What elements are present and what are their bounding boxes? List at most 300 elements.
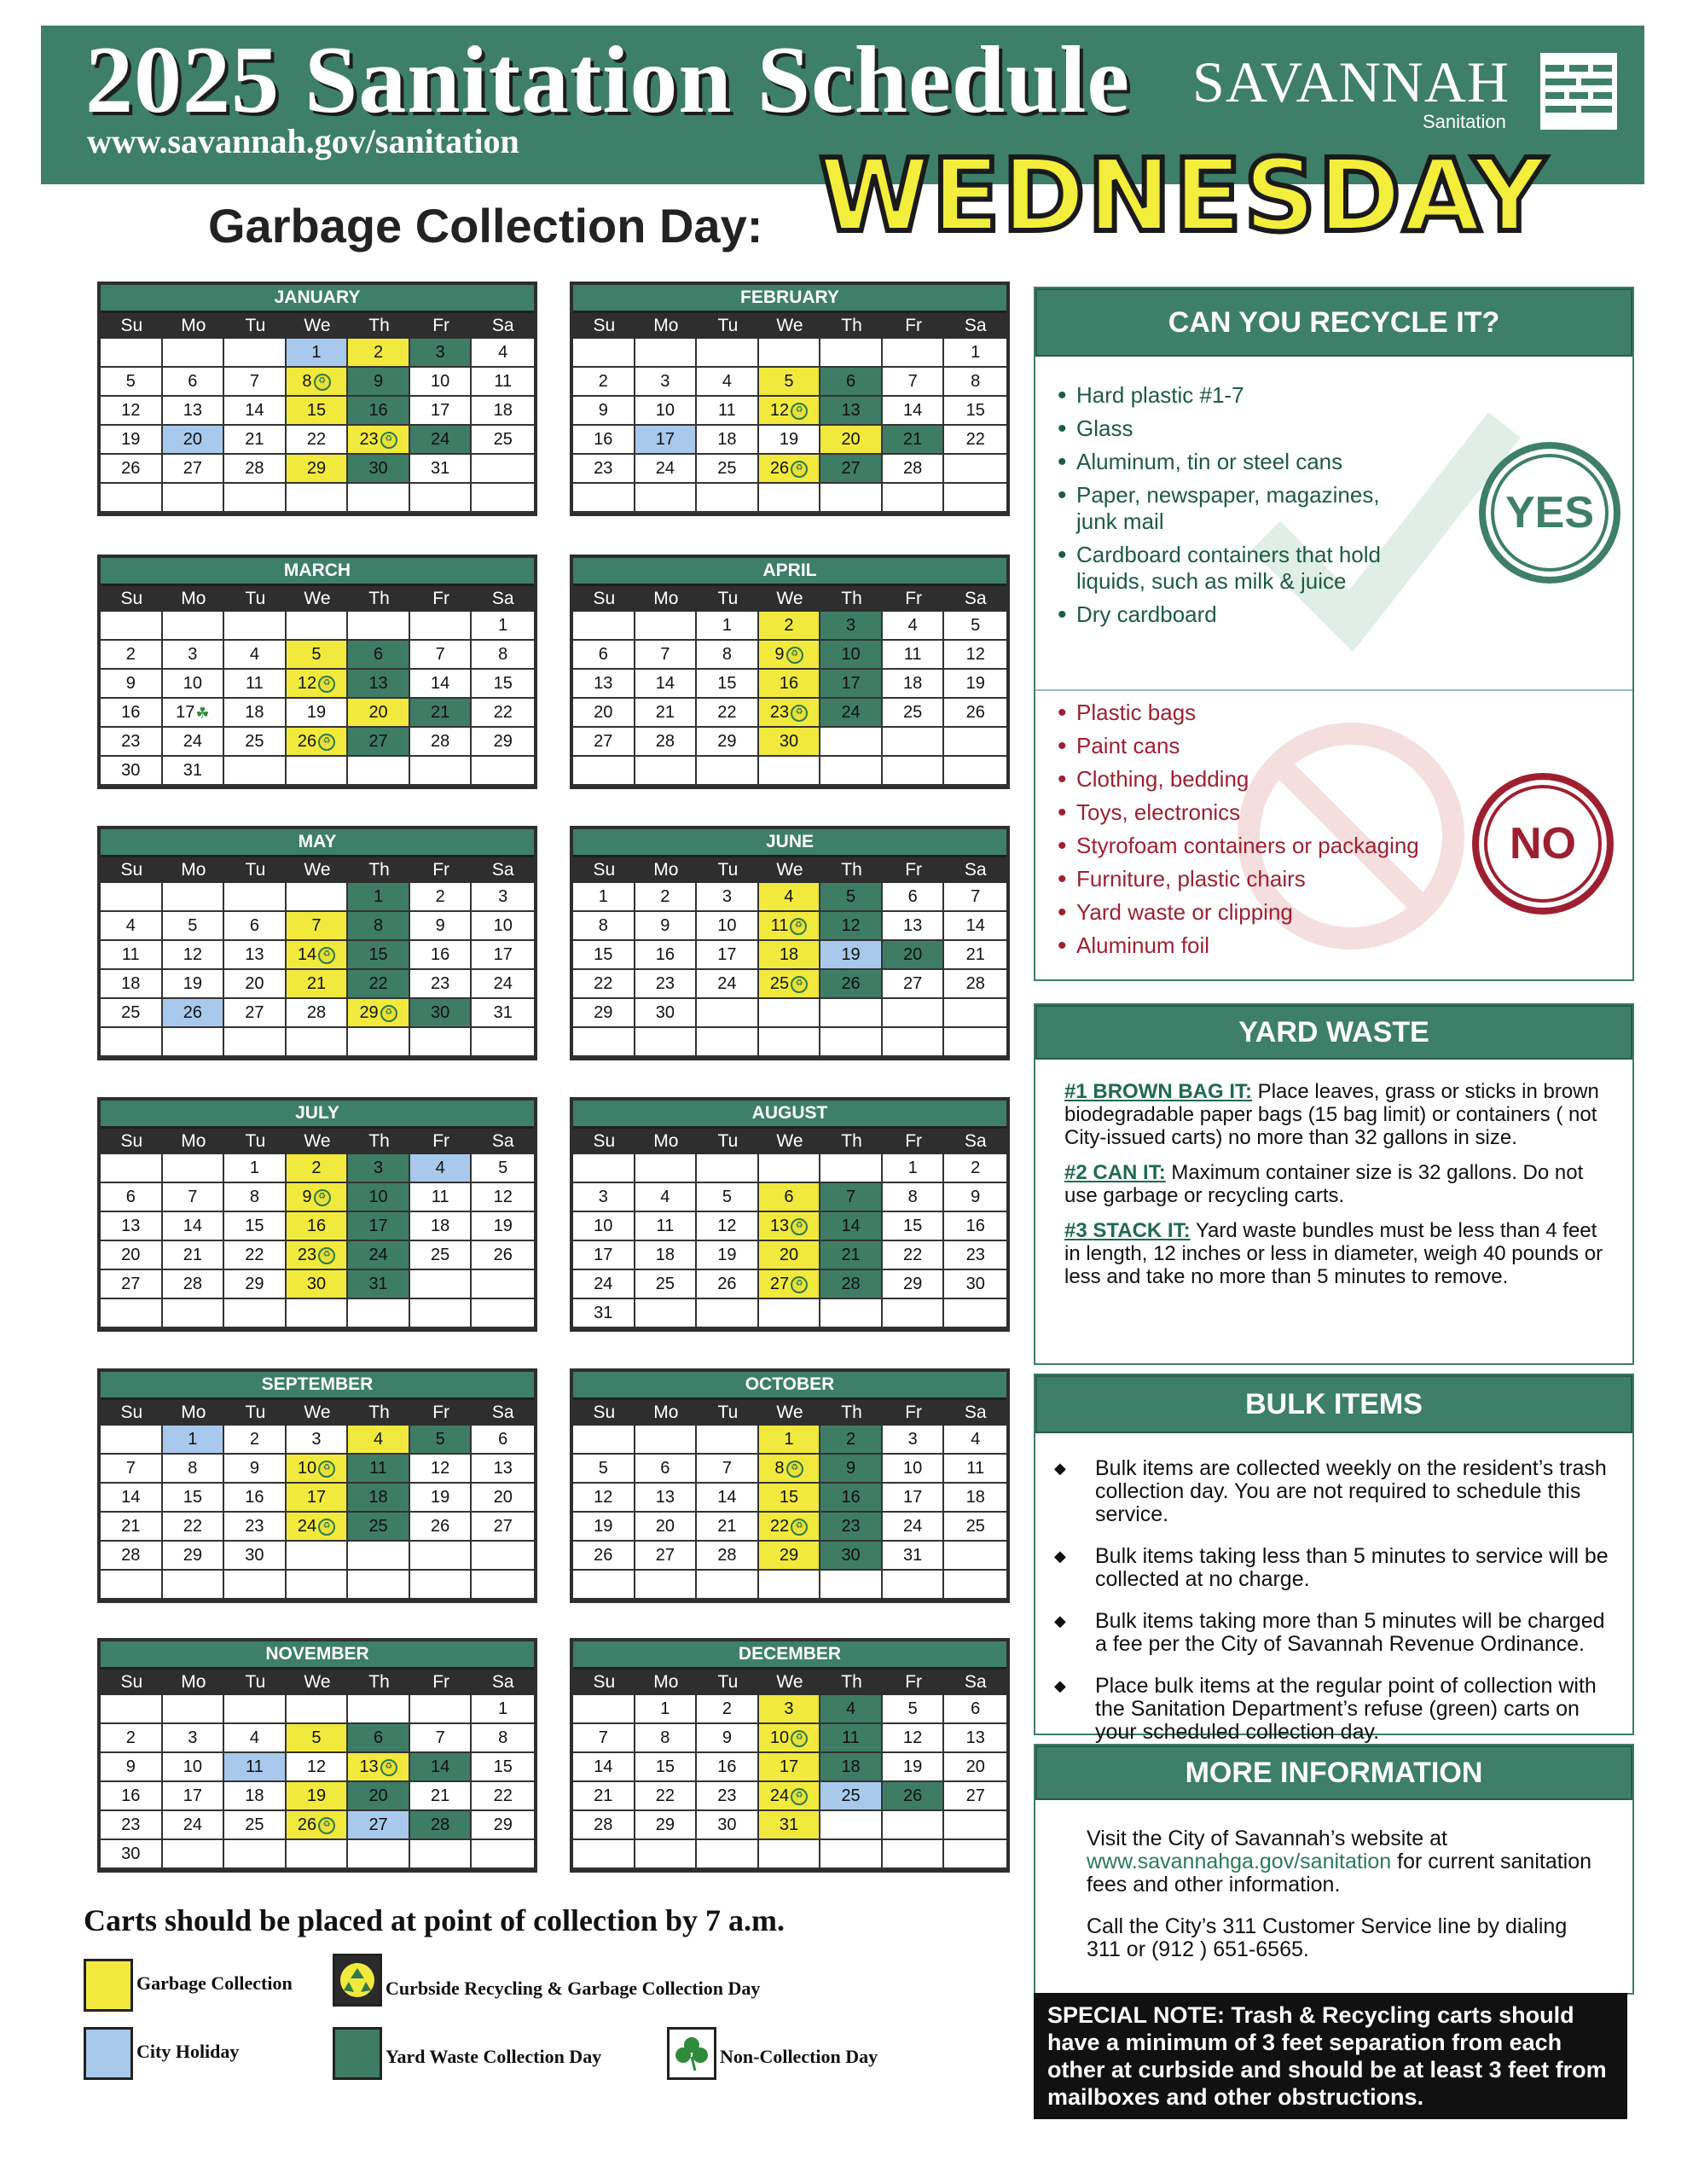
day-cell [573,728,635,757]
day-cell [944,1241,1006,1270]
day-number: 7 [435,1728,445,1747]
day-number: 18 [245,1786,264,1805]
day-cell [348,1455,410,1484]
day-cell [410,883,472,912]
weekday-header: Mo [181,1403,206,1422]
day-number: 31 [903,1546,923,1565]
day-cell [287,641,349,670]
day-number: 12 [717,1217,737,1235]
day-cell [348,1183,410,1212]
empty-day-cell [410,1571,472,1600]
empty-day-cell [472,1571,534,1600]
day-number: 26 [297,1815,317,1834]
day-number: 20 [655,1517,675,1536]
day-cell [820,1724,883,1753]
empty-day-cell [163,1028,225,1057]
empty-day-cell [410,484,472,513]
day-cell [883,1753,945,1782]
day-number: 3 [435,343,445,362]
day-cell [410,728,472,757]
empty-day-cell [224,1571,287,1600]
day-number: 2 [311,1159,322,1177]
day-number: 27 [368,732,388,751]
day-number: 30 [779,732,799,751]
empty-day-cell [101,1426,163,1455]
empty-day-cell [635,1028,698,1057]
day-cell [224,728,287,757]
day-cell [101,1270,163,1299]
weekday-header: Sa [964,589,987,608]
day-number: 28 [306,1003,327,1022]
recycle-icon: ♻ [786,1461,803,1478]
day-number: 17 [903,1488,923,1507]
weekday-header: We [776,1672,803,1692]
weekday-header: Tu [245,1403,266,1422]
day-cell [163,670,225,699]
day-cell [410,699,472,728]
day-number: 11 [966,1459,985,1478]
day-number: 22 [493,703,513,722]
recycle-icon: ♻ [318,734,335,751]
day-number: 6 [784,1188,794,1206]
day-cell [410,1811,472,1840]
day-number: 11 [842,1728,860,1747]
legend-recycle-label: Curbside Recycling & Garbage Collection Day [386,1978,761,1999]
day-cell [224,1183,287,1212]
day-cell [224,455,287,484]
day-cell [759,1811,821,1840]
day-number: 15 [493,674,513,693]
recycle-icon: ♻ [318,1247,335,1264]
empty-day-cell [287,1299,349,1328]
empty-day-cell [635,757,698,786]
day-number: 5 [907,1699,918,1718]
day-number: 24 [368,1246,388,1264]
recycle-icon: ♻ [786,647,803,664]
day-cell [101,941,163,970]
day-cell [759,1753,821,1782]
empty-day-cell [759,1840,821,1869]
day-number: 29 [359,1003,379,1022]
day-cell [573,670,635,699]
day-number: 30 [306,1275,327,1293]
day-cell [820,1513,883,1542]
day-cell [410,941,472,970]
day-number: 15 [717,674,737,693]
weekday-header: We [304,316,331,335]
day-number: 17 [306,1488,327,1507]
day-grid [573,1695,1006,1869]
empty-day-cell [883,339,945,368]
day-number: 8 [302,372,312,391]
weekday-header: Sa [964,316,987,335]
empty-day-cell [287,484,349,513]
empty-day-cell [101,1695,163,1724]
recycle-icon: ♻ [791,403,808,420]
day-number: 22 [245,1246,264,1264]
day-cell [697,612,759,641]
day-number: 13 [655,1488,675,1507]
empty-day-cell [697,1571,759,1600]
day-number: 15 [965,401,985,420]
recycle-icon: ♻ [314,1189,331,1206]
day-number: 2 [660,887,670,906]
day-cell [759,1782,821,1811]
yes-badge: YES [1479,442,1620,584]
day-number: 23 [431,974,450,993]
day-number: 4 [846,1699,856,1718]
day-cell [883,368,945,397]
bulk-items-panel [1034,1374,1634,1744]
empty-day-cell [348,1695,410,1724]
day-cell [101,999,163,1028]
empty-day-cell [224,1840,287,1869]
day-number: 25 [431,1246,450,1264]
day-cell [163,397,225,426]
day-number: 29 [903,1275,923,1293]
day-number: 14 [121,1488,141,1507]
day-cell [472,728,534,757]
day-cell [101,1513,163,1542]
day-cell [348,426,410,455]
day-number: 16 [121,1786,141,1805]
month-title: AUGUST [573,1101,1006,1129]
empty-day-cell [224,339,287,368]
day-number: 1 [188,1430,198,1449]
day-cell [287,1270,349,1299]
day-number: 11 [431,1188,449,1206]
day-cell [573,999,635,1028]
day-cell [163,1241,225,1270]
weekday-header: We [776,316,803,335]
day-number: 26 [903,1786,923,1805]
day-number: 30 [431,1003,450,1022]
day-cell [697,1724,759,1753]
day-cell [410,1426,472,1455]
weekday-header: Mo [181,589,206,608]
day-cell [944,970,1006,999]
day-number: 4 [435,1159,445,1177]
day-number: 1 [722,616,732,635]
day-number: 15 [306,401,327,420]
day-number: 12 [121,401,141,420]
day-grid [573,612,1006,786]
weekday-header: Su [120,860,143,880]
day-number: 27 [965,1786,985,1805]
day-cell [287,397,349,426]
empty-day-cell [101,1571,163,1600]
day-number: 25 [493,430,513,449]
day-number: 8 [249,1188,259,1206]
weekday-header: Mo [653,1403,679,1422]
weekday-header: We [304,1672,331,1692]
day-cell [472,1484,534,1513]
weekday-header: Su [120,1131,143,1151]
day-cell [759,728,821,757]
weekday-header-row [573,1400,1006,1426]
non-recyclable-item: • Furniture, plastic chairs [1047,866,1448,892]
day-cell [759,641,821,670]
day-cell [287,426,349,455]
day-number: 18 [431,1217,450,1235]
empty-day-cell [287,757,349,786]
day-number: 23 [245,1517,264,1536]
day-number: 28 [841,1275,861,1293]
day-cell [472,941,534,970]
day-cell [883,455,945,484]
day-cell [883,970,945,999]
weekday-header: Su [593,1672,616,1692]
day-cell [759,1426,821,1455]
day-number: 2 [125,1728,136,1747]
day-cell [410,426,472,455]
day-number: 7 [971,887,981,906]
empty-day-cell [410,757,472,786]
empty-day-cell [697,339,759,368]
weekday-header: Th [368,589,390,608]
weekday-header: Mo [653,1672,679,1692]
day-cell [410,970,472,999]
recyclable-item: • Hard plastic #1-7 [1047,382,1423,409]
day-cell [163,970,225,999]
empty-day-cell [348,1571,410,1600]
day-cell [635,1513,698,1542]
day-number: 21 [306,974,327,993]
day-number: 18 [493,401,513,420]
day-number: 19 [779,430,799,449]
day-cell [224,1513,287,1542]
day-cell [472,999,534,1028]
day-number: 17 [841,674,861,693]
day-number: 21 [431,1786,450,1805]
weekday-header-row [573,586,1006,612]
bulk-items-heading: BULK ITEMS [1035,1375,1632,1433]
month-title: MAY [101,829,534,857]
day-cell [759,941,821,970]
recycle-icon: ♻ [314,374,331,391]
day-number: 26 [183,1003,202,1022]
day-number: 2 [846,1430,856,1449]
website-url[interactable]: www.savannah.gov/sanitation [87,122,519,160]
day-number: 19 [121,430,141,449]
day-cell [944,1154,1006,1183]
day-cell [820,426,883,455]
shamrock-icon [673,2035,710,2072]
day-number: 12 [903,1728,923,1747]
day-number: 14 [431,1757,450,1776]
month-title: FEBRUARY [573,285,1006,313]
day-cell [883,1183,945,1212]
day-number: 22 [594,974,613,993]
day-number: 14 [655,674,675,693]
recyclable-item: • Glass [1047,415,1423,442]
day-number: 28 [183,1275,202,1293]
day-cell [573,1782,635,1811]
empty-day-cell [944,1840,1006,1869]
day-number: 16 [121,703,141,722]
day-number: 7 [125,1459,136,1478]
weekday-header: Tu [245,589,266,608]
empty-day-cell [944,728,1006,757]
day-number: 3 [311,1430,322,1449]
day-number: 27 [655,1546,675,1565]
day-cell [697,1542,759,1571]
day-number: 1 [311,343,322,362]
day-cell [348,1270,410,1299]
day-number: 24 [903,1517,923,1536]
day-number: 5 [498,1159,508,1177]
day-cell [697,1484,759,1513]
day-cell [820,1183,883,1212]
day-cell [944,1753,1006,1782]
weekday-header: Su [593,860,616,880]
day-number: 15 [183,1488,202,1507]
weekday-header: Fr [905,1672,923,1692]
day-number: 8 [774,1459,785,1478]
day-cell [759,1270,821,1299]
day-cell [635,999,698,1028]
day-number: 23 [359,430,379,449]
weekday-header: Sa [964,1672,987,1692]
day-cell [101,641,163,670]
day-number: 8 [498,645,508,664]
empty-day-cell [697,1028,759,1057]
weekday-header: Su [120,316,143,335]
day-number: 25 [368,1517,388,1536]
savannah-logo-text: SAVANNAH [1192,49,1510,114]
day-cell [820,641,883,670]
day-number: 27 [183,459,202,478]
empty-day-cell [224,757,287,786]
weekday-header: Tu [245,1131,266,1151]
day-number: 19 [493,1217,513,1235]
day-number: 1 [971,343,981,362]
month-title: JULY [101,1101,534,1129]
empty-day-cell [287,1028,349,1057]
day-grid [573,883,1006,1057]
day-cell [348,912,410,941]
day-cell [472,397,534,426]
weekday-header-row [101,1129,534,1154]
day-number: 13 [368,674,388,693]
day-cell [410,1782,472,1811]
day-number: 11 [246,1757,264,1776]
sanitation-website-link[interactable]: www.savannahga.gov/sanitation [1087,1850,1392,1873]
day-number: 22 [368,974,388,993]
non-recyclable-item: • Aluminum foil [1047,932,1448,959]
day-number: 4 [971,1430,981,1449]
day-number: 27 [594,732,613,751]
weekday-header: We [304,1131,331,1151]
day-cell [883,670,945,699]
recycle-icon: ♻ [791,461,808,478]
empty-day-cell [472,455,534,484]
day-number: 15 [368,945,388,964]
month-title: JUNE [573,829,1006,857]
day-cell [163,728,225,757]
day-cell [883,1426,945,1455]
recycle-icon: ♻ [790,918,807,935]
day-cell [573,368,635,397]
day-number: 14 [594,1757,613,1776]
day-number: 19 [841,945,861,964]
day-number: 12 [183,945,202,964]
empty-day-cell [224,612,287,641]
day-cell [163,1212,225,1241]
day-cell [635,1183,698,1212]
weekday-header-row [101,1400,534,1426]
day-number: 21 [965,945,985,964]
special-note: SPECIAL NOTE: Trash & Recycling carts should have a minimum of 3 feet separation from each other at curbside and should be at least 3 feet from mailboxes and other obstructions. [1034,1993,1627,2119]
recycle-icon: ♻ [791,705,808,722]
day-cell [287,1241,349,1270]
day-number: 11 [494,372,513,391]
more-info-panel [1034,1744,1634,1995]
day-cell [472,1426,534,1455]
day-cell [224,670,287,699]
recycle-icon [339,1961,376,1999]
legend-holiday-label: City Holiday [136,2041,240,2062]
day-number: 4 [498,343,508,362]
day-cell [820,1695,883,1724]
empty-day-cell [759,339,821,368]
day-number: 5 [311,645,322,664]
legend-garbage-label: Garbage Collection [136,1972,293,1994]
day-number: 17 [183,1786,202,1805]
day-number: 17 [431,401,450,420]
month-calendar-may [97,826,537,1060]
day-number: 24 [841,703,861,722]
day-number: 22 [903,1246,923,1264]
day-cell [759,670,821,699]
weekday-header: Su [120,1672,143,1692]
day-cell [410,999,472,1028]
day-number: 7 [311,916,322,935]
day-number: 21 [903,430,923,449]
day-number: 20 [903,945,923,964]
non-recyclable-item: • Styrofoam containers or packaging [1047,833,1448,859]
empty-day-cell [287,1542,349,1571]
day-cell [101,1212,163,1241]
day-number: 5 [188,916,198,935]
day-cell [410,1455,472,1484]
day-cell [635,1753,698,1782]
day-cell [697,1241,759,1270]
day-cell [348,699,410,728]
legend-garbage-swatch [84,1959,133,2012]
day-cell [697,1183,759,1212]
day-cell [820,1212,883,1241]
empty-day-cell [472,757,534,786]
month-calendar-december [570,1638,1010,1873]
day-number: 21 [655,703,675,722]
empty-day-cell [944,1542,1006,1571]
weekday-header: Mo [181,1672,206,1692]
day-cell [697,426,759,455]
yard-waste-body [1035,1060,1632,1288]
day-number: 14 [903,401,923,420]
empty-day-cell [573,484,635,513]
weekday-header: Fr [905,589,923,608]
day-number: 19 [965,674,985,693]
empty-day-cell [101,1299,163,1328]
recycle-no-section [1035,691,1632,981]
day-number: 22 [965,430,985,449]
day-cell [635,1724,698,1753]
day-cell [944,1782,1006,1811]
day-cell [224,999,287,1028]
weekday-header: Tu [245,316,266,335]
